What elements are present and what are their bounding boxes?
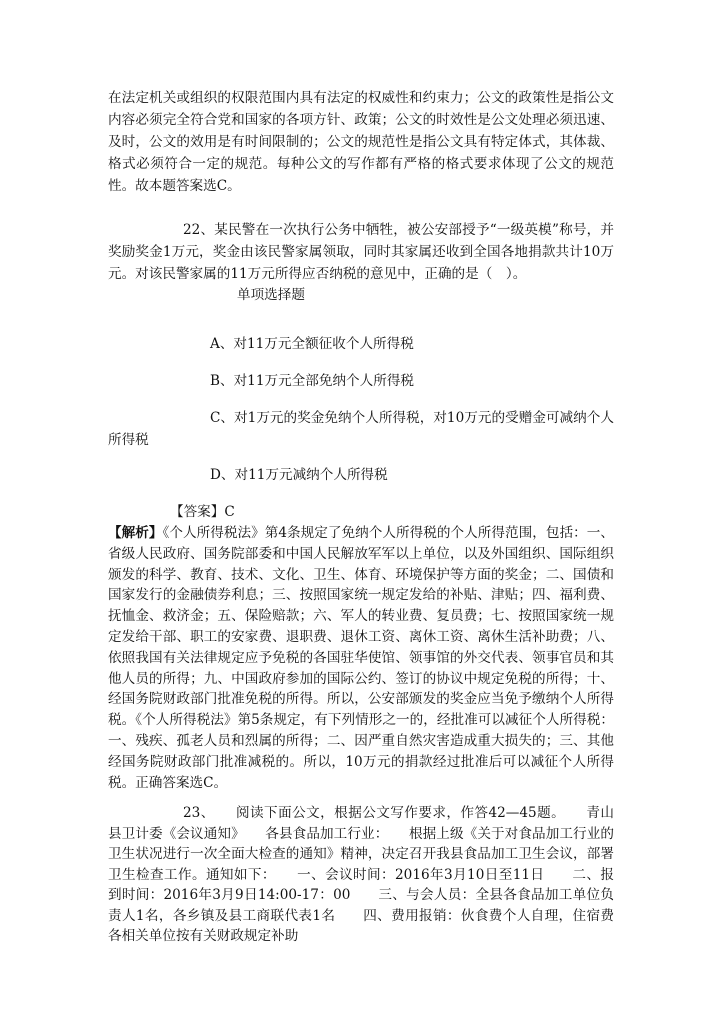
answer: 【答案】C <box>170 504 235 520</box>
question-22-stem: 22、某民警在一次执行公务中牺牲，被公安部授予“一级英模”称号，并奖励奖金1万元，奖金由该民警家属领取，同时其家属还收到全国各地捐款共计10万元。对该民警家属的11万元所得应否纳税的意见中，正确的是（ ）。 <box>108 222 614 282</box>
question-23-stem: 23、 阅读下面公文，根据公文写作要求，作答42—45题。 青山县卫计委《会议通知》 各县食品加工行业： 根据上级《关于对食品加工行业的卫生状况进行一次全面大检查的通知》精神，决定召开我县食品加工卫生会议，部署卫生检查工作。通知如下： 一、会议时间：2016年3月10日至11日 二、报到时间：2016年3月9日14:00-17：00 三、与会人员：全县各食品加工单位负责人1名，各乡镇及县工商联代表1名 四、费用报销：伙食费个人自理，住宿费各相关单位按有关财政规定补助 <box>108 805 614 944</box>
option-b: B、对11万元全部免纳个人所得税 <box>210 373 415 389</box>
analysis <box>108 523 614 793</box>
analysis-text: 《个人所得税法》第4条规定了免纳个人所得税的个人所得范围，包括：一、省级人民政府、国务院部委和中国人民解放军军以上单位，以及外国组织、国际组织颁发的科学、教育、技术、文化、卫生、体育、环境保护等方面的奖金；二、国债和国家发行的金融债券利息；三、按照国家统一规定发给的补贴、津贴；四、福利费、抚恤金、救济金；五、保险赔款；六、军人的转业费、复员费；七、按照国家统一规定发给干部、职工的安家费、退职费、退休工资、离休工资、离休生活补助费；八、依照我国有关法律规定应予免税的各国驻华使馆、领事馆的外交代表、领事官员和其他人员的所得；九、中国政府参加的国际公约、签订的协议中规定免税的所得；十、经国务院财政部门批准免税的所得。所以，公安部颁发的奖金应当免予缴纳个人所得税。《个人所得税法》第5条规定，有下列情形之一的，经批准可以减征个人所得税：一、残疾、孤老人员和烈属的所得；二、因严重自然灾害造成重大损失的；三、其他经国务院财政部门批准减税的。所以，10万元的捐款经过批准后可以减征个人所得税。正确答案选C。 <box>108 525 615 791</box>
option-d: D、对11万元减纳个人所得税 <box>210 467 388 483</box>
analysis-label: 【解析】 <box>108 525 163 541</box>
question-type: 单项选择题 <box>237 287 305 303</box>
previous-explanation: 在法定机关或组织的权限范围内具有法定的权威性和约束力；公文的政策性是指公文内容必须完全符合党和国家的各项方针、政策；公文的时效性是公文处理必须迅速、及时，公文的效用是有时间限制的；公文的规范性是指公文具有特定体式，其体裁、格式必须符合一定的规范。每种公文的写作都有严格的格式要求体现了公文的规范性。故本题答案选C。 <box>108 90 614 194</box>
option-c: C、对1万元的奖金免纳个人所得税，对10万元的受赠金可减纳个人所得税 <box>108 410 614 448</box>
option-a: A、对11万元全额征收个人所得税 <box>210 336 414 352</box>
